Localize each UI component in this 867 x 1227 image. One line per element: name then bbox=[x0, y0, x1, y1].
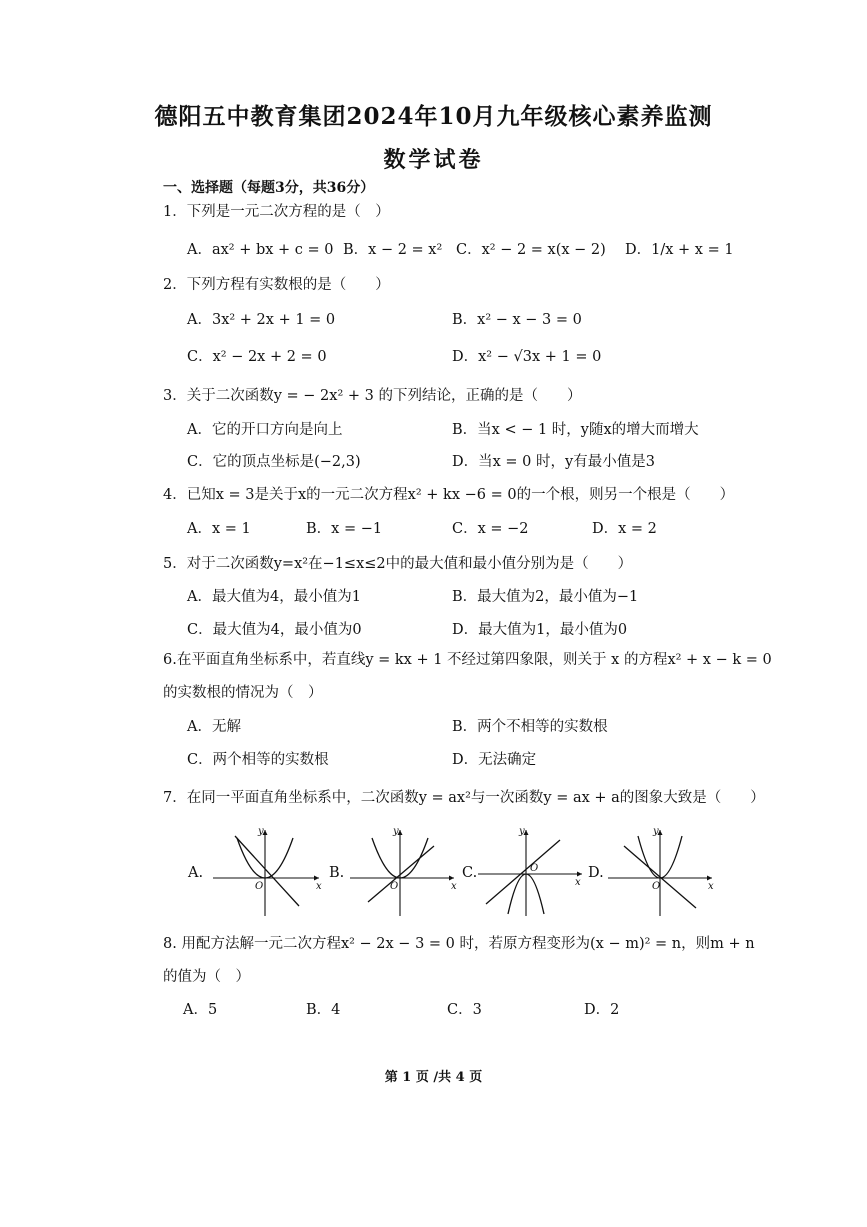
question-2-option-a: A．3x² + 2x + 1 = 0 bbox=[187, 312, 336, 328]
question-5-option-d: D．最大值为1，最小值为0 bbox=[452, 622, 628, 638]
question-7-stem: 7．在同一平面直角坐标系中，二次函数y = ax²与一次函数y = ax + a的图象大致是（ ） bbox=[163, 790, 765, 806]
question-5-option-a: A．最大值为4，最小值为1 bbox=[187, 589, 361, 605]
question-7-graph-a bbox=[213, 826, 323, 916]
question-5-option-c: C．最大值为4，最小值为0 bbox=[187, 622, 362, 638]
graph-b-origin-label: O bbox=[390, 881, 399, 892]
graph-c-y-label: y bbox=[519, 826, 525, 837]
question-4-option-a: A．x = 1 bbox=[187, 521, 251, 537]
question-1-option-d: D．1/x + x = 1 bbox=[625, 242, 734, 258]
graph-b-y-label: y bbox=[393, 826, 399, 837]
graph-a-x-label: x bbox=[316, 881, 322, 892]
graph-d-y-label: y bbox=[653, 826, 659, 837]
question-2-option-c: C．x² − 2x + 2 = 0 bbox=[187, 349, 327, 365]
question-7-graph-b bbox=[350, 826, 460, 916]
question-7-option-a: A. bbox=[188, 865, 204, 881]
question-8-stem-continued: 的值为（ ） bbox=[163, 969, 250, 985]
question-3-option-d: D．当x = 0 时，y有最小值是3 bbox=[452, 454, 655, 470]
question-8-stem: 8. 用配方法解一元二次方程x² − 2x − 3 = 0 时，若原方程变形为(x − m)² = n，则m + n bbox=[163, 936, 755, 952]
question-3-stem: 3．关于二次函数y = − 2x² + 3 的下列结论，正确的是（ ） bbox=[163, 388, 582, 404]
page-footer: 第 1 页 /共 4 页 bbox=[384, 1070, 483, 1085]
question-7-option-d: D. bbox=[588, 865, 604, 881]
question-4-option-d: D．x = 2 bbox=[592, 521, 657, 537]
question-6-option-b: B．两个不相等的实数根 bbox=[452, 719, 608, 735]
exam-subtitle: 数学试卷 bbox=[383, 147, 484, 173]
question-2-stem: 2．下列方程有实数根的是（ ） bbox=[163, 277, 390, 293]
question-5-stem: 5．对于二次函数y=x²在−1≤x≤2中的最大值和最小值分别为是（ ） bbox=[163, 556, 633, 572]
question-3-option-c: C．它的顶点坐标是(−2,3) bbox=[187, 454, 361, 470]
question-6-option-a: A．无解 bbox=[187, 719, 241, 735]
question-7-option-b: B. bbox=[329, 865, 345, 881]
question-1-stem: 1．下列是一元二次方程的是（ ） bbox=[163, 204, 390, 220]
graph-d-origin-label: O bbox=[652, 881, 661, 892]
question-7-graph-d bbox=[608, 826, 718, 916]
question-4-option-b: B．x = −1 bbox=[306, 521, 383, 537]
graph-c-origin-label: O bbox=[530, 863, 539, 874]
graph-b-x-label: x bbox=[451, 881, 457, 892]
question-1-option-a: A．ax² + bx + c = 0 bbox=[187, 242, 334, 258]
question-6-option-d: D．无法确定 bbox=[452, 752, 537, 768]
section-heading: 一、选择题（每题3分，共36分） bbox=[163, 180, 375, 196]
graph-c-x-label: x bbox=[575, 877, 581, 888]
question-3-option-b: B．当x < − 1 时，y随x的增大而增大 bbox=[452, 422, 699, 438]
question-6-stem: 6.在平面直角坐标系中，若直线y = kx + 1 不经过第四象限，则关于 x 的方程x² + x − k = 0 bbox=[163, 652, 772, 668]
exam-title: 德阳五中教育集团2024年10月九年级核心素养监测 bbox=[154, 103, 713, 130]
graph-d-x-label: x bbox=[708, 881, 714, 892]
question-6-option-c: C．两个相等的实数根 bbox=[187, 752, 329, 768]
question-5-option-b: B．最大值为2，最小值为−1 bbox=[452, 589, 639, 605]
question-7-option-c: C. bbox=[462, 865, 478, 881]
graph-a-origin-label: O bbox=[255, 881, 264, 892]
question-4-option-c: C．x = −2 bbox=[452, 521, 529, 537]
question-8-option-a: A．5 bbox=[183, 1002, 218, 1018]
question-4-stem: 4．已知x = 3是关于x的一元二次方程x² + kx −6 = 0的一个根，则另一个根是（ ） bbox=[163, 487, 735, 503]
question-2-option-b: B．x² − x − 3 = 0 bbox=[452, 312, 582, 328]
question-1-option-c: C．x² − 2 = x(x − 2) bbox=[456, 242, 606, 258]
question-7-graph-c bbox=[478, 826, 588, 916]
question-3-option-a: A．它的开口方向是向上 bbox=[187, 422, 343, 438]
question-2-option-d: D．x² − √3x + 1 = 0 bbox=[452, 349, 602, 365]
question-8-option-d: D．2 bbox=[584, 1002, 620, 1018]
question-8-option-c: C．3 bbox=[447, 1002, 482, 1018]
question-6-stem-continued: 的实数根的情况为（ ） bbox=[163, 685, 323, 701]
graph-a-y-label: y bbox=[258, 826, 264, 837]
question-1-option-b: B．x − 2 = x² bbox=[343, 242, 443, 258]
question-8-option-b: B．4 bbox=[306, 1002, 341, 1018]
